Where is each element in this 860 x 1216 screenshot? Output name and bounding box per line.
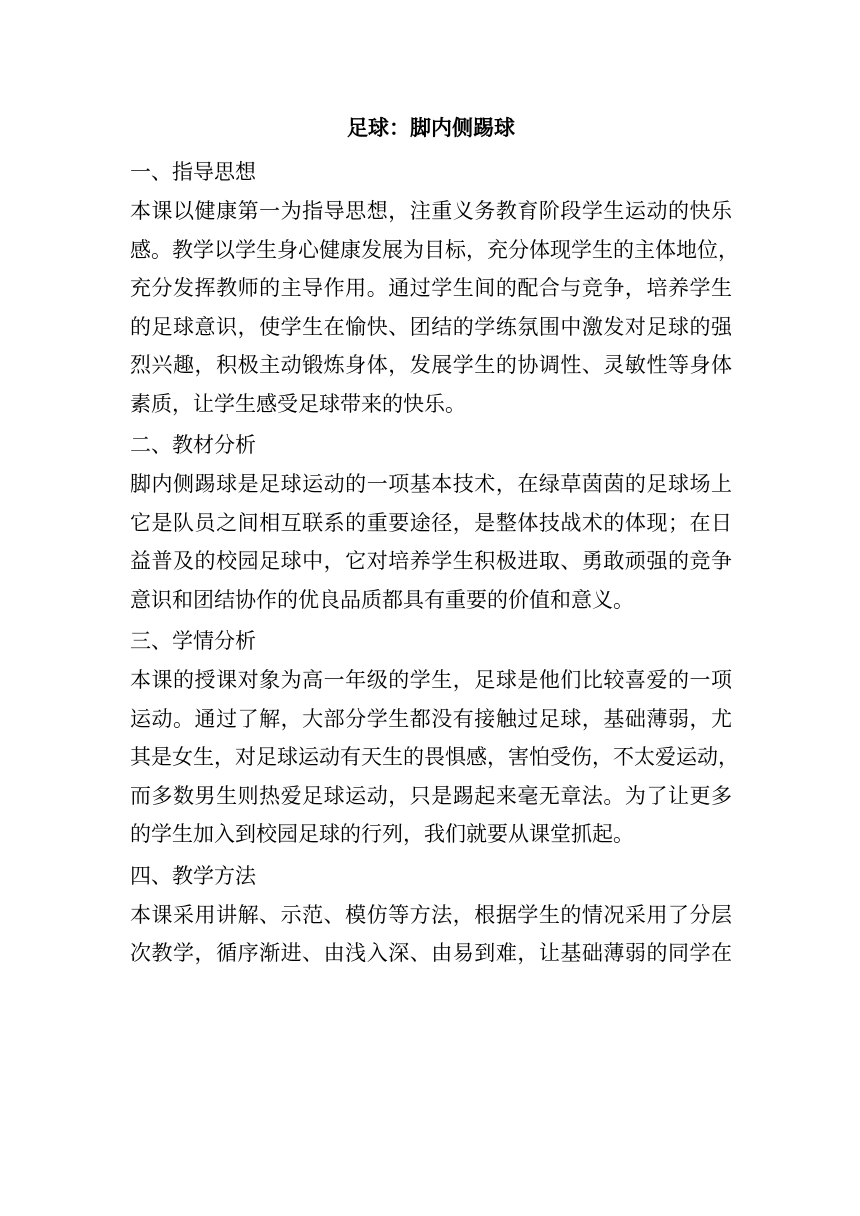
section-heading: 一、指导思想 (130, 160, 256, 184)
section-paragraph (130, 661, 739, 854)
paragraph-line: 其是女生，对足球运动有天生的畏惧感，害怕受伤，不太爱运动， (130, 745, 739, 769)
paragraph-line: 本课采用讲解、示范、模仿等方法，根据学生的情况采用了分层 (130, 902, 732, 927)
section-material-analysis (130, 425, 732, 619)
paragraph-line: 次教学，循序渐进、由浅入深、由易到难，让基础薄弱的同学在 (130, 941, 732, 965)
section-heading: 二、教材分析 (130, 433, 256, 457)
paragraph-line: 益普及的校园足球中，它对培养学生积极进取、勇敢顽强的竞争 (130, 549, 732, 573)
section-student-analysis (130, 621, 739, 854)
paragraph-line: 感。教学以学生身心健康发展为目标，充分体现学生的主体地位， (130, 237, 739, 262)
section-teaching-methods (130, 856, 732, 973)
section-heading: 三、学情分析 (130, 629, 256, 653)
paragraph-line: 的足球意识，使学生在愉快、团结的学练氛围中激发对足球的强 (130, 314, 732, 339)
section-heading: 四、教学方法 (130, 863, 256, 888)
paragraph-line: 素质，让学生感受足球带来的快乐。 (130, 391, 466, 416)
paragraph-line: 它是队员之间相互联系的重要途径，是整体技战术的体现；在日 (130, 510, 732, 535)
document-page (130, 108, 739, 975)
paragraph-line: 烈兴趣，积极主动锻炼身体，发展学生的协调性、灵敏性等身体 (130, 353, 732, 377)
paragraph-line: 脚内侧踢球是足球运动的一项基本技术，在绿草茵茵的足球场上 (130, 472, 732, 496)
paragraph-line: 的学生加入到校园足球的行列，我们就要从课堂抓起。 (130, 822, 634, 846)
section-guiding-ideology (130, 152, 739, 423)
paragraph-line: 意识和团结协作的优良品质都具有重要的价值和意义。 (130, 587, 634, 612)
section-paragraph (130, 465, 732, 619)
document-title: 足球：脚内侧踢球 (347, 115, 515, 140)
paragraph-line: 而多数男生则热爱足球运动，只是踢起来毫无章法。为了让更多 (130, 783, 732, 808)
paragraph-line: 本课以健康第一为指导思想，注重义务教育阶段学生运动的快乐 (130, 199, 732, 223)
paragraph-line: 充分发挥教师的主导作用。通过学生间的配合与竞争，培养学生 (130, 276, 732, 300)
section-paragraph (130, 192, 739, 423)
paragraph-line: 运动。通过了解，大部分学生都没有接触过足球，基础薄弱，尤 (130, 706, 732, 731)
section-paragraph (130, 896, 732, 973)
paragraph-line: 本课的授课对象为高一年级的学生，足球是他们比较喜爱的一项 (130, 668, 732, 692)
